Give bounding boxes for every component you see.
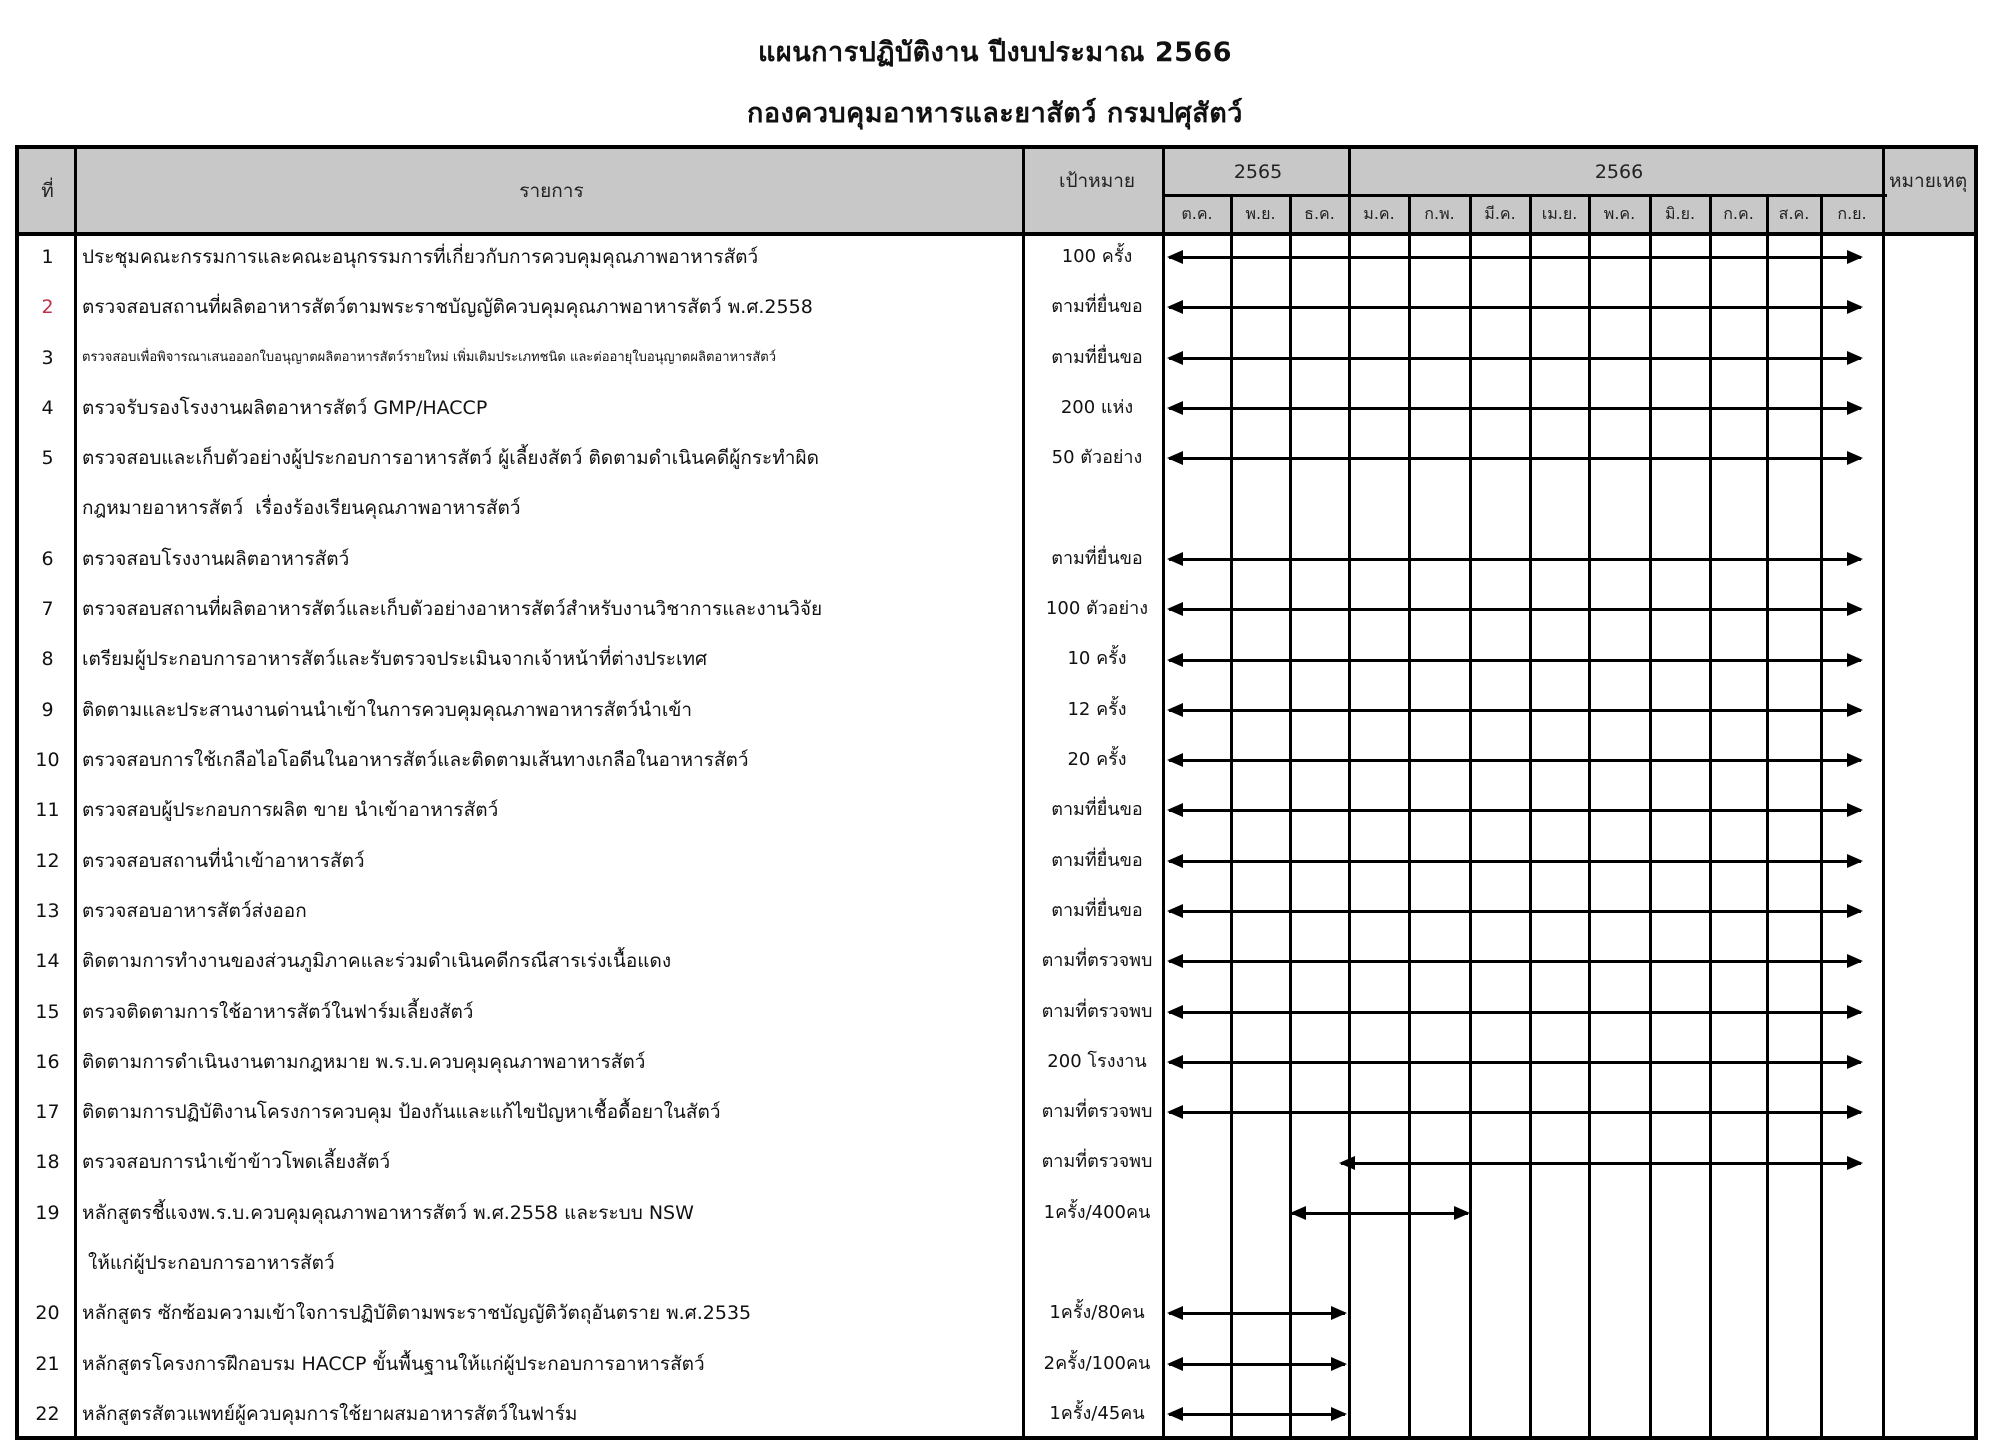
header-remark: หมายเหตุ — [1889, 170, 1968, 192]
row-target: ตามที่ตรวจพบ — [1041, 1101, 1153, 1123]
row-item: ตรวจสอบสถานที่ผลิตอาหารสัตว์ตามพระราชบัญญัติควบคุมคุณภาพอาหารสัตว์ พ.ศ.2558 — [82, 296, 813, 319]
row-item: หลักสูตรโครงการฝึกอบรม HACCP ขั้นพื้นฐานให้แก่ผู้ประกอบการอาหารสัตว์ — [82, 1352, 705, 1375]
row-target: 50 ตัวอย่าง — [1051, 447, 1143, 469]
header-target: เป้าหมาย — [1058, 170, 1136, 192]
row-number: 6 — [41, 547, 54, 570]
month-header: ก.พ. — [1424, 203, 1455, 223]
row-target: ตามที่ยื่นขอ — [1051, 799, 1143, 821]
table-row — [19, 1188, 1974, 1289]
row-target: 1ครั้ง/80คน — [1049, 1302, 1145, 1324]
table-row — [19, 886, 1974, 936]
timeline-arrow — [1169, 860, 1861, 863]
row-target: 200 โรงงาน — [1047, 1050, 1147, 1072]
row-target: 200 แห่ง — [1060, 396, 1134, 418]
month-header: ม.ค. — [1363, 203, 1395, 223]
table-row — [19, 584, 1974, 634]
timeline-arrow — [1341, 1162, 1861, 1165]
row-target: 1ครั้ง/400คน — [1043, 1201, 1151, 1223]
row-target: ตามที่ยื่นขอ — [1051, 849, 1143, 871]
table-row — [19, 534, 1974, 584]
document-subtitle: กองควบคุมอาหารและยาสัตว์ กรมปศุสัตว์ — [747, 98, 1243, 129]
row-item: ติดตามการทำงานของส่วนภูมิภาคและร่วมดำเนินคดีกรณีสารเร่งเนื้อแดง — [82, 950, 672, 973]
timeline-arrow — [1169, 910, 1861, 913]
row-target: ตามที่ตรวจพบ — [1041, 1000, 1153, 1022]
table-row — [19, 836, 1974, 886]
row-number: 11 — [35, 799, 60, 822]
row-item: ตรวจสอบและเก็บตัวอย่างผู้ประกอบการอาหารสัตว์ ผู้เลี้ยงสัตว์ ติดตามดำเนินคดีผู้กระทำผิด — [82, 447, 819, 470]
table-row — [19, 433, 1974, 534]
row-item: ติดตามการปฏิบัติงานโครงการควบคุม ป้องกันและแก้ไขปัญหาเชื้อดื้อยาในสัตว์ — [82, 1101, 721, 1124]
row-target: 12 ครั้ง — [1067, 698, 1127, 720]
timeline-arrow — [1169, 1111, 1861, 1114]
row-item-continued: ให้แก่ผู้ประกอบการอาหารสัตว์ — [82, 1251, 335, 1274]
timeline-arrow — [1169, 457, 1861, 460]
timeline-arrow — [1169, 256, 1861, 259]
row-number: 22 — [35, 1402, 60, 1425]
month-header: ธ.ค. — [1304, 203, 1335, 223]
month-header: ต.ค. — [1181, 203, 1213, 223]
row-number: 2 — [41, 296, 54, 319]
table-row — [19, 685, 1974, 735]
row-number: 9 — [41, 698, 54, 721]
row-item: หลักสูตร ซักซ้อมความเข้าใจการปฏิบัติตามพระราชบัญญัติวัตถุอันตราย พ.ศ.2535 — [82, 1302, 752, 1325]
row-item: ตรวจสอบผู้ประกอบการผลิต ขาย นำเข้าอาหารสัตว์ — [82, 799, 499, 822]
table-row — [19, 1339, 1974, 1389]
timeline-arrow — [1169, 608, 1861, 611]
table-row — [19, 936, 1974, 986]
timeline-arrow — [1169, 960, 1861, 963]
table-row — [19, 785, 1974, 835]
header-year-2565: 2565 — [1233, 161, 1283, 183]
row-number: 3 — [41, 346, 54, 369]
timeline-arrow — [1169, 1011, 1861, 1014]
timeline-arrow — [1169, 1363, 1345, 1366]
table-row — [19, 333, 1974, 383]
timeline-arrow — [1169, 809, 1861, 812]
plan-table — [15, 145, 1978, 1440]
timeline-arrow — [1169, 407, 1861, 410]
header-item: รายการ — [519, 179, 584, 202]
row-item: ตรวจสอบเพื่อพิจารณาเสนอออกใบอนุญาตผลิตอาหารสัตว์รายใหม่ เพิ่มเติมประเภทชนิด และต่ออายุใบอนุญาตผลิตอาหารสัตว์ — [82, 349, 777, 365]
row-item: ตรวจสอบสถานที่นำเข้าอาหารสัตว์ — [82, 849, 365, 872]
timeline-arrow — [1169, 357, 1861, 360]
timeline-arrow — [1169, 1413, 1345, 1416]
row-number: 19 — [35, 1201, 60, 1224]
row-target: ตามที่ยื่นขอ — [1051, 296, 1143, 318]
document-title: แผนการปฏิบัติงาน ปีงบประมาณ 2566 — [758, 37, 1232, 68]
row-target: 10 ครั้ง — [1067, 648, 1127, 670]
table-row — [19, 383, 1974, 433]
row-number: 16 — [35, 1050, 60, 1073]
table-row — [19, 1087, 1974, 1137]
row-number: 14 — [35, 950, 60, 973]
timeline-arrow — [1169, 709, 1861, 712]
row-target: ตามที่ตรวจพบ — [1041, 1151, 1153, 1173]
row-item: ตรวจรับรองโรงงานผลิตอาหารสัตว์ GMP/HACCP — [82, 396, 488, 419]
row-number: 5 — [41, 447, 54, 470]
row-target: ตามที่ยื่นขอ — [1051, 899, 1143, 921]
row-number: 15 — [35, 1000, 60, 1023]
table-row — [19, 1288, 1974, 1338]
table-row — [19, 282, 1974, 332]
header-year-2566: 2566 — [1594, 161, 1644, 183]
timeline-arrow — [1169, 759, 1861, 762]
row-number: 4 — [41, 396, 54, 419]
row-item: หลักสูตรสัตวแพทย์ผู้ควบคุมการใช้ยาผสมอาหารสัตว์ในฟาร์ม — [82, 1402, 578, 1425]
row-number: 1 — [41, 246, 54, 268]
row-number: 7 — [41, 598, 54, 621]
row-target: 2ครั้ง/100คน — [1043, 1352, 1151, 1374]
row-number: 13 — [35, 899, 60, 922]
table-row — [19, 634, 1974, 684]
row-number: 8 — [41, 648, 54, 671]
row-target: ตามที่ยื่นขอ — [1051, 346, 1143, 368]
table-row — [19, 1037, 1974, 1087]
row-item: ตรวจสอบการใช้เกลือไอโอดีนในอาหารสัตว์และติดตามเส้นทางเกลือในอาหารสัตว์ — [82, 749, 749, 771]
row-item: ติดตามและประสานงานด่านนำเข้าในการควบคุมคุณภาพอาหารสัตว์นำเข้า — [82, 698, 693, 721]
month-header: มิ.ย. — [1664, 203, 1696, 223]
row-item: ตรวจติดตามการใช้อาหารสัตว์ในฟาร์มเลี้ยงสัตว์ — [82, 1000, 474, 1023]
timeline-arrow — [1169, 558, 1861, 561]
month-header: ส.ค. — [1778, 203, 1810, 223]
month-header: ก.ค. — [1723, 203, 1754, 223]
timeline-arrow — [1169, 306, 1861, 309]
month-header: พ.ย. — [1245, 203, 1276, 223]
table-row — [19, 232, 1974, 282]
timeline-arrow — [1169, 1312, 1345, 1315]
row-item: ติดตามการดำเนินงานตามกฎหมาย พ.ร.บ.ควบคุมคุณภาพอาหารสัตว์ — [82, 1050, 646, 1073]
timeline-arrow — [1292, 1212, 1468, 1215]
row-item: หลักสูตรชี้แจงพ.ร.บ.ควบคุมคุณภาพอาหารสัตว์ พ.ศ.2558 และระบบ NSW — [82, 1201, 694, 1224]
row-target: 20 ครั้ง — [1067, 749, 1127, 770]
row-item-continued: กฎหมายอาหารสัตว์ เรื่องร้องเรียนคุณภาพอาหารสัตว์ — [82, 497, 521, 520]
row-target: 1ครั้ง/45คน — [1049, 1402, 1145, 1424]
row-target: ตามที่ยื่นขอ — [1051, 547, 1143, 569]
month-header: ก.ย. — [1837, 203, 1867, 223]
row-target: 100 ตัวอย่าง — [1045, 598, 1149, 620]
row-target: 100 ครั้ง — [1061, 246, 1133, 267]
table-row — [19, 1389, 1974, 1439]
row-item: ตรวจสอบการนำเข้าข้าวโพดเลี้ยงสัตว์ — [82, 1151, 391, 1174]
table-row — [19, 987, 1974, 1037]
timeline-arrow — [1169, 659, 1861, 662]
row-number: 18 — [35, 1151, 60, 1174]
row-item: ตรวจสอบอาหารสัตว์ส่งออก — [82, 899, 307, 922]
month-header: มี.ค. — [1484, 203, 1516, 223]
row-item: ตรวจสอบโรงงานผลิตอาหารสัตว์ — [82, 547, 350, 570]
row-number: 21 — [35, 1352, 60, 1375]
row-item: เตรียมผู้ประกอบการอาหารสัตว์และรับตรวจประเมินจากเจ้าหน้าที่ต่างประเทศ — [82, 648, 708, 671]
table-row — [19, 1137, 1974, 1187]
row-number: 17 — [35, 1101, 60, 1124]
row-number: 20 — [35, 1302, 60, 1325]
row-number: 10 — [35, 749, 60, 771]
row-item: ตรวจสอบสถานที่ผลิตอาหารสัตว์และเก็บตัวอย่างอาหารสัตว์สำหรับงานวิชาการและงานวิจัย — [82, 598, 823, 621]
table-row — [19, 735, 1974, 785]
header-no: ที่ — [41, 179, 54, 202]
month-header: เม.ย. — [1541, 203, 1578, 223]
row-number: 12 — [35, 849, 60, 872]
month-header: พ.ค. — [1603, 203, 1636, 223]
timeline-arrow — [1169, 1061, 1861, 1064]
row-target: ตามที่ตรวจพบ — [1041, 950, 1153, 972]
table-header — [19, 149, 1974, 236]
row-item: ประชุมคณะกรรมการและคณะอนุกรรมการที่เกี่ยวกับการควบคุมคุณภาพอาหารสัตว์ — [82, 246, 759, 268]
